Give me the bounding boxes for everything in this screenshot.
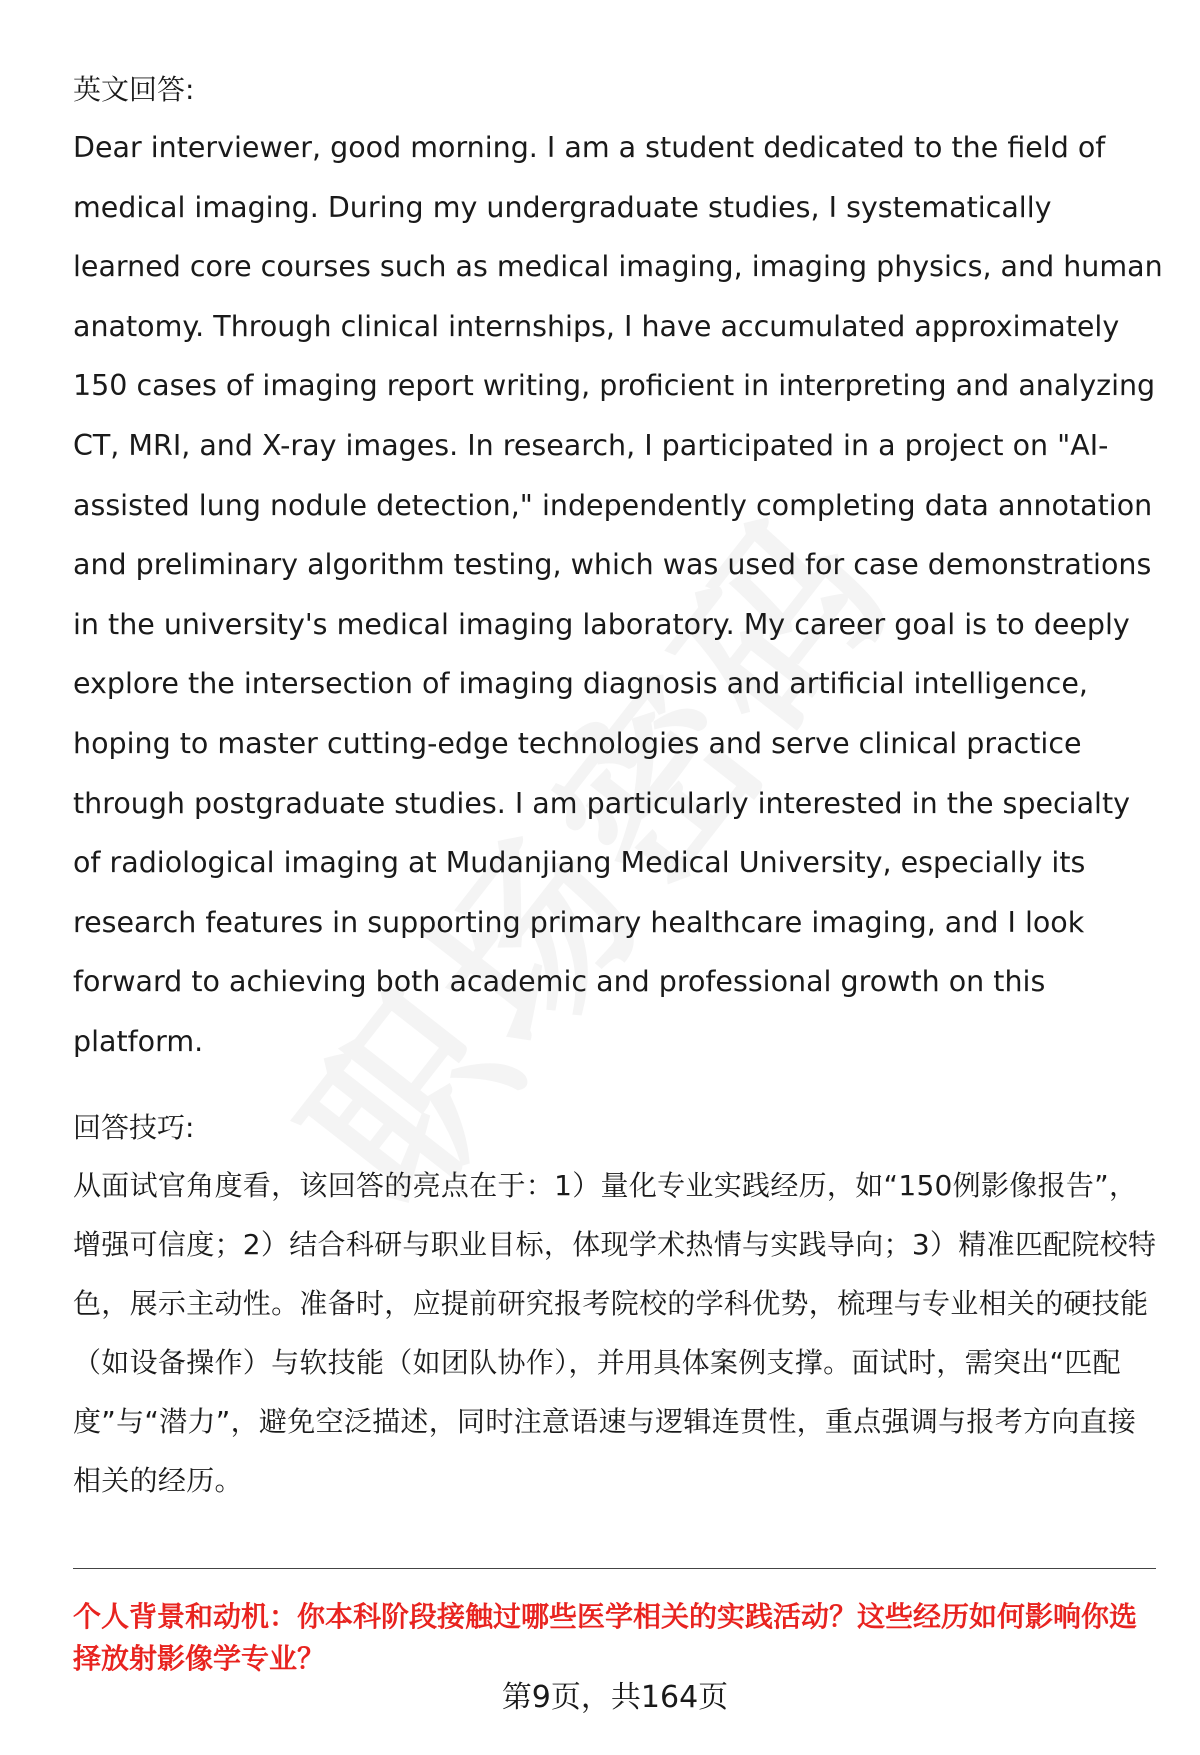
page-number: 第9页，共164页 [501,1680,729,1715]
tips-text: 从面试官角度看，该回答的亮点在于：1）量化专业实践经历，如“150例影像报告”，增强可信度；2）结合科研与职业目标，体现学术热情与实践导向；3）精准匹配院校特色，展示主动性。准备时，应提前研究报考院校的学科优势，梳理与专业相关的硬技能（如设备操作）与软技能（如团队协作），并用具体案例支撑。面试时，需突出“匹配度”与“潜力”，避免空泛描述，同时注意语速与逻辑连贯性，重点强调与报考方向直接相关的经历。 [73,1168,1157,1497]
section-divider [73,1568,1156,1569]
next-question-heading: 个人背景和动机：你本科阶段接触过哪些医学相关的实践活动？这些经历如何影响你选择放射影像学专业？ [73,1600,1138,1675]
page-content [73,62,1163,1510]
tips-label: 回答技巧: [73,1110,195,1144]
answer-text: Dear interviewer, good morning. I am a student dedicated to the field of medical imaging. During my undergraduate studies, I systematically learned core courses such as medical imaging, imaging physics, and human anatomy. Through clinical internships, I have accumulated approximately 150 cases of imaging report writing, proficient in interpreting and analyzing CT, MRI, and X-ray images. In research, I participated in a project on "AI-assisted lung nodule detection," independently completing data annotation and preliminary algorithm testing, which was used for case demonstrations in the university's medical imaging laboratory. My career goal is to deeply explore the intersection of imaging diagnosis and artificial intelligence, hoping to master cutting-edge technologies and serve clinical practice through postgraduate studies. I am particularly interested in the specialty of radiological imaging at Mudanjiang Medical University, especially its research features in supporting primary healthcare imaging, and I look forward to achieving both academic and professional growth on this platform. [73,131,1163,1058]
answer-label: 英文回答: [73,73,195,106]
